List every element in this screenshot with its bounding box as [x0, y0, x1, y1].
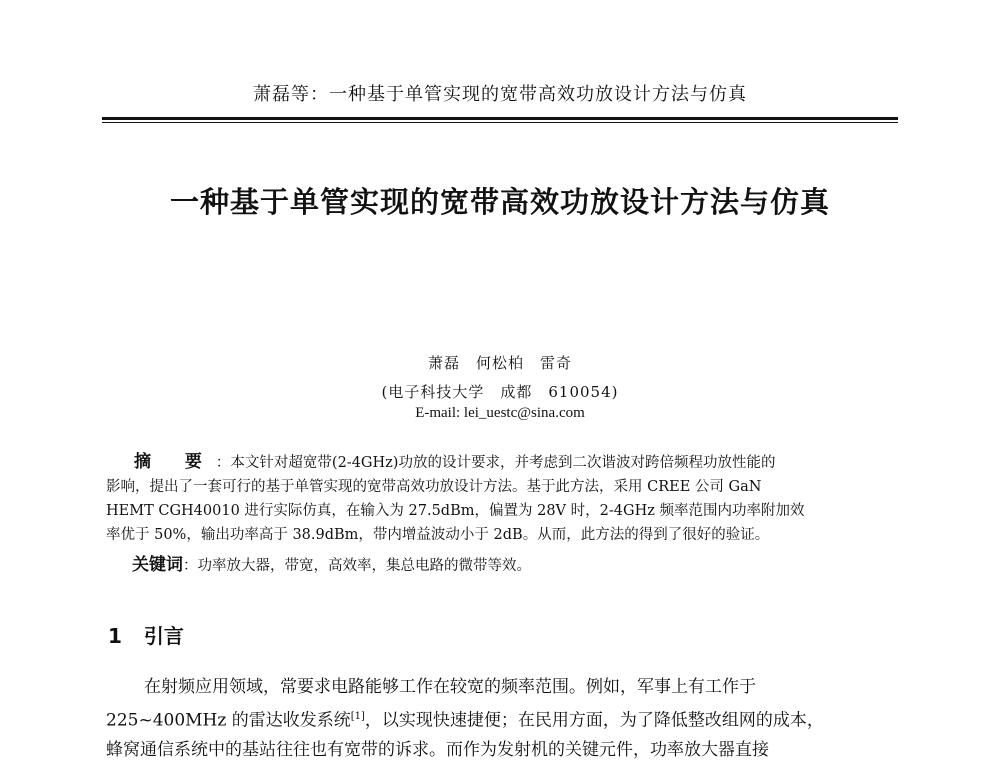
abstract-line-3: HEMT CGH40010 进行实际仿真，在输入为 27.5dBm，偏置为 28V 时，2-4GHz 频率范围内功率附加效	[106, 503, 805, 519]
citation-ref: [1]	[350, 711, 365, 722]
abstract-label: 摘 要	[134, 452, 216, 472]
section-number: 1	[108, 624, 122, 648]
header-rule-thin	[102, 122, 898, 123]
abstract-line-1: 摘 要：本文针对超宽带(2-4GHz)功放的设计要求，并考虑到二次谐波对跨倍频程功放性能的	[134, 452, 776, 472]
keywords-label: 关键词	[132, 555, 183, 575]
authors: 萧磊 何松柏 雷奇	[427, 354, 572, 372]
abstract-line-4: 率优于 50%，输出功率高于 38.9dBm，带内增益波动小于 2dB。从而，此方法的得到了很好的验证。	[106, 527, 770, 543]
affiliation: (电子科技大学 成都 610054)	[381, 383, 619, 401]
author-email: E-mail: lei_uestc@sina.com	[415, 405, 585, 421]
paper-title: 一种基于单管实现的宽带高效功放设计方法与仿真	[169, 185, 830, 219]
abstract-line-2: 影响，提出了一套可行的基于单管实现的宽带高效功放设计方法。基于此方法，采用 CREE 公司 GaN	[106, 479, 762, 495]
body-line-1: 在射频应用领域，常要求电路能够工作在较宽的频率范围。例如，军事上有工作于	[144, 677, 756, 697]
abstract	[106, 450, 896, 547]
running-header: 萧磊等：一种基于单管实现的宽带高效功放设计方法与仿真	[253, 84, 747, 105]
body-line-2: 225~400MHz 的雷达收发系统[1]，以实现快速捷便；在民用方面，为了降低整改组网的成本，	[106, 710, 824, 731]
body-line-3: 蜂窝通信系统中的基站往往也有宽带的诉求。而作为发射机的关键元件，功率放大器直接	[106, 739, 769, 760]
section-heading	[108, 620, 184, 649]
keywords	[132, 550, 531, 575]
section-title: 引言	[143, 624, 184, 648]
header-rule-thick	[102, 117, 898, 120]
body-paragraph	[106, 673, 898, 765]
keywords-text: ：功率放大器，带宽，高效率，集总电路的微带等效。	[183, 558, 531, 574]
